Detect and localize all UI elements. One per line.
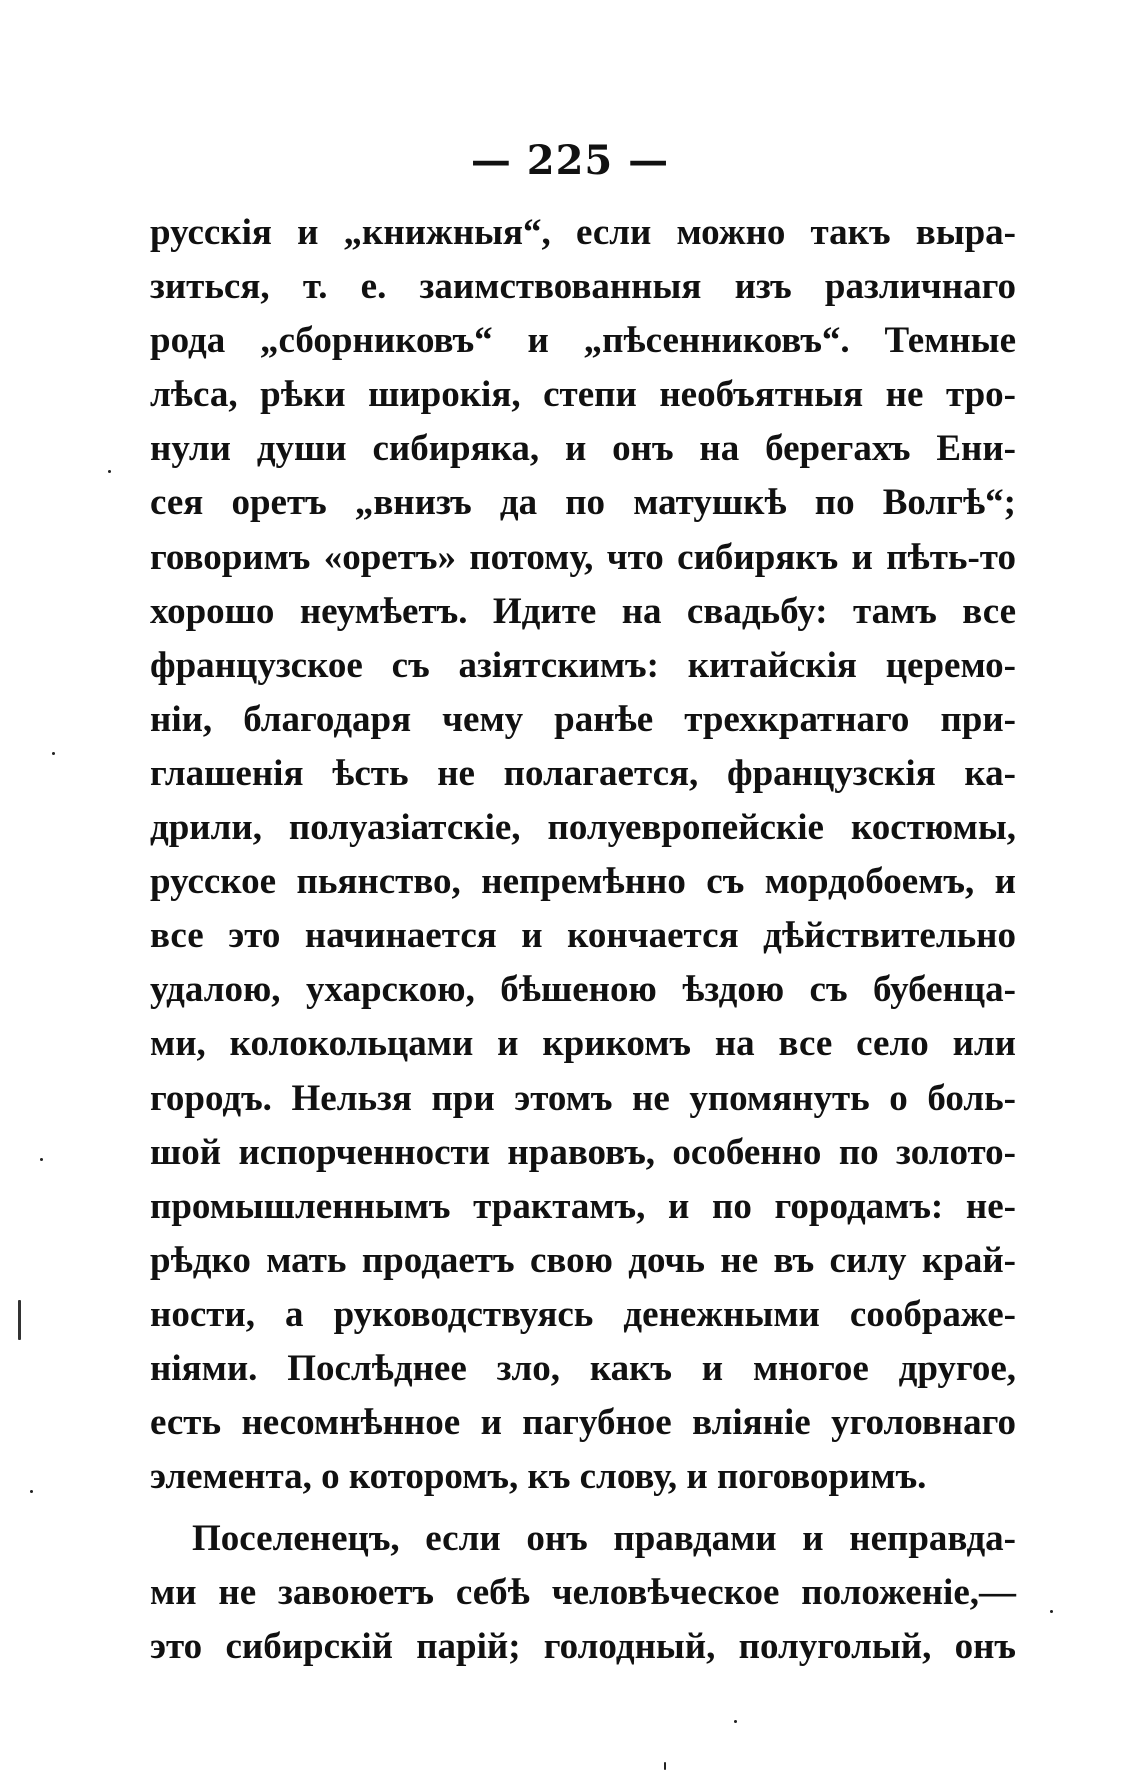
text-line: элемента, о которомъ, къ слову, и поговоримъ. — [150, 1456, 927, 1498]
text-line: есть несомнѣнное и пагубное вліяніе уголовнаго — [150, 1402, 1016, 1444]
text-line: шой испорченности нравовъ, особенно по золото- — [150, 1131, 1016, 1173]
text-line: нули души сибиряка, и онъ на берегахъ Ени- — [150, 428, 1016, 470]
scan-speck — [1050, 1610, 1053, 1613]
scan-speck — [40, 1158, 43, 1161]
text-line: хорошо неумѣетъ. Идите на свадьбу: тамъ все — [150, 590, 1016, 632]
scan-speck — [52, 752, 55, 755]
scan-speck — [664, 1762, 666, 1770]
text-line: городъ. Нельзя при этомъ не упомянуть о боль- — [150, 1077, 1016, 1119]
text-line: это сибирскій парій; голодный, полуголый, онъ — [150, 1626, 1016, 1668]
text-line: сея оретъ „внизъ да по матушкѣ по Волгѣ“; — [150, 482, 1016, 524]
paragraph-2 — [150, 1512, 1016, 1674]
text-line: промышленнымъ трактамъ, и по городамъ: не- — [150, 1185, 1016, 1227]
text-line: удалою, ухарскою, бѣшеною ѣздою съ бубенца- — [150, 969, 1016, 1011]
text-line: рѣдко мать продаетъ свою дочь не въ силу край- — [150, 1239, 1016, 1281]
text-line: дрили, полуазіатскіе, полуевропейскіе костюмы, — [150, 807, 1016, 849]
text-line: говоримъ «оретъ» потому, что сибирякъ и пѣть-то — [150, 536, 1016, 578]
text-line: ми, колокольцами и крикомъ на все село или — [150, 1023, 1016, 1065]
text-line: рода „сборниковъ“ и „пѣсенниковъ“. Темные — [150, 320, 1016, 362]
text-line: лѣса, рѣки широкія, степи необъятныя не тро- — [150, 374, 1016, 416]
text-line: ніями. Послѣднее зло, какъ и многое другое, — [150, 1347, 1016, 1389]
text-line: глашенія ѣсть не полагается, французскія ка- — [150, 752, 1016, 794]
text-line: ніи, благодаря чему ранѣе трехкратнаго при- — [150, 698, 1016, 740]
scan-speck — [18, 1300, 21, 1340]
paragraph-1 — [150, 206, 1016, 1504]
text-line: все это начинается и кончается дѣйствительно — [150, 915, 1016, 957]
scan-speck — [108, 470, 111, 473]
text-line: русскія и „книжныя“, если можно такъ выра- — [150, 212, 1016, 253]
scan-speck — [734, 1720, 737, 1723]
body-text — [150, 206, 1016, 1675]
text-line: зиться, т. е. заимствованныя изъ различнаго — [150, 266, 1016, 308]
paragraph-gap — [150, 1504, 1016, 1512]
text-line: русское пьянство, непремѣнно съ мордобоемъ, и — [150, 861, 1016, 903]
page-number: — 225 — — [470, 137, 670, 184]
text-line: ности, а руководствуясь денежными соображе- — [150, 1293, 1016, 1335]
text-line: ми не завоюетъ себѣ человѣческое положеніе,— — [150, 1572, 1016, 1614]
text-line: Поселенецъ, если онъ правдами и неправда- — [192, 1518, 1016, 1560]
scan-speck — [30, 1490, 33, 1493]
text-line: французское съ азіятскимъ: китайскія церемо- — [150, 644, 1016, 686]
